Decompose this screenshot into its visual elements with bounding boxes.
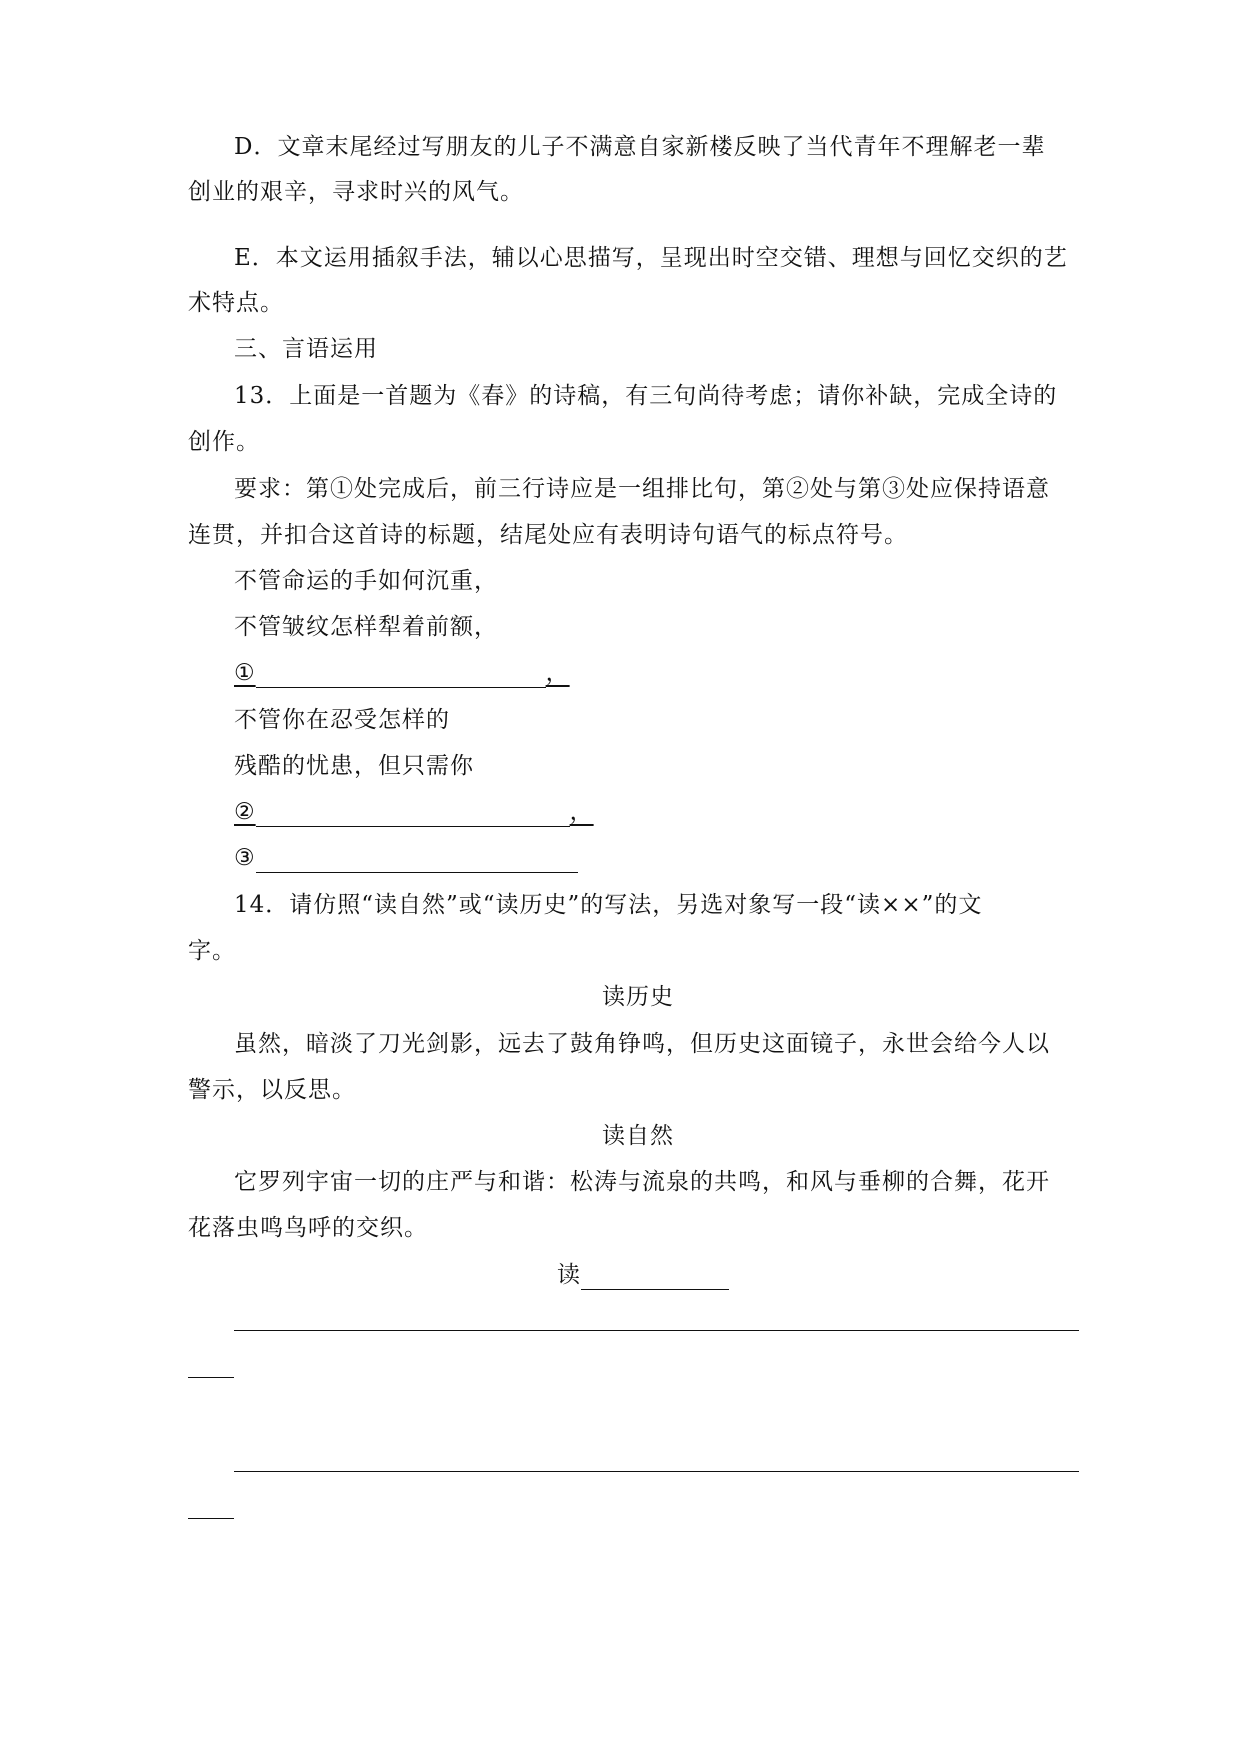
- nature-line2: 花落虫鸣鸟呼的交织。: [188, 1215, 428, 1241]
- poem-line-4: 不管你在忍受怎样的: [234, 707, 450, 733]
- title-read-nature: 读自然: [602, 1123, 674, 1149]
- history-line2: 警示，以反思。: [188, 1077, 356, 1103]
- title-read-prefix: 读: [557, 1262, 581, 1288]
- blank-2-punct: ，: [569, 799, 594, 825]
- blank-1-punct: ，: [545, 660, 570, 686]
- nature-line1: 它罗列宇宙一切的庄严与和谐：松涛与流泉的共鸣，和风与垂柳的合舞，花开: [234, 1169, 1050, 1195]
- title-read-history: 读历史: [602, 984, 674, 1010]
- title-read-blank[interactable]: [557, 1260, 729, 1290]
- history-line1: 虽然，暗淡了刀光剑影，远去了鼓角铮鸣，但历史这面镜子，永世会给今人以: [234, 1031, 1050, 1057]
- poem-line-1: 不管命运的手如何沉重，: [234, 568, 498, 594]
- blank-3-line[interactable]: [256, 848, 578, 873]
- q13-prompt-line2: 创作。: [188, 429, 260, 455]
- option-e-line2: 术特点。: [188, 290, 284, 316]
- blank-1-line[interactable]: [256, 663, 546, 688]
- blank-3-marker: ③: [234, 845, 256, 871]
- poem-line-5: 残酷的忧患，但只需你: [234, 753, 474, 779]
- q13-prompt-line1: 13．上面是一首题为《春》的诗稿，有三句尚待考虑；请你补缺，完成全诗的: [234, 383, 1058, 409]
- section-heading: 三、言语运用: [234, 336, 378, 362]
- blank-1-marker: ①: [234, 660, 256, 686]
- q13-requirement-line1: 要求：第①处完成后，前三行诗应是一组排比句，第②处与第③处应保持语意: [234, 476, 1050, 502]
- poem-blank-3[interactable]: [234, 843, 578, 873]
- poem-blank-2[interactable]: [234, 797, 594, 827]
- option-e-line1: E．本文运用插叙手法，辅以心思描写，呈现出时空交错、理想与回忆交织的艺: [234, 245, 1068, 271]
- poem-line-2: 不管皱纹怎样犁着前额，: [234, 614, 498, 640]
- answer-line-1[interactable]: [234, 1330, 1079, 1331]
- blank-2-line[interactable]: [256, 802, 570, 827]
- q13-requirement-line2: 连贯，并扣合这首诗的标题，结尾处应有表明诗句语气的标点符号。: [188, 522, 908, 548]
- answer-line-2[interactable]: [234, 1471, 1079, 1472]
- answer-line-1-cont[interactable]: [188, 1377, 234, 1378]
- title-blank-line[interactable]: [581, 1265, 729, 1290]
- q14-prompt-line2: 字。: [188, 938, 236, 964]
- option-d-line2: 创业的艰辛，寻求时兴的风气。: [188, 179, 524, 205]
- answer-line-2-cont[interactable]: [188, 1518, 234, 1519]
- blank-2-marker: ②: [234, 799, 256, 825]
- q14-prompt-line1: 14．请仿照“读自然”或“读历史”的写法，另选对象写一段“读××”的文: [234, 892, 983, 918]
- poem-blank-1[interactable]: [234, 658, 570, 688]
- option-d-line1: D．文章末尾经过写朋友的儿子不满意自家新楼反映了当代青年不理解老一辈: [234, 134, 1046, 160]
